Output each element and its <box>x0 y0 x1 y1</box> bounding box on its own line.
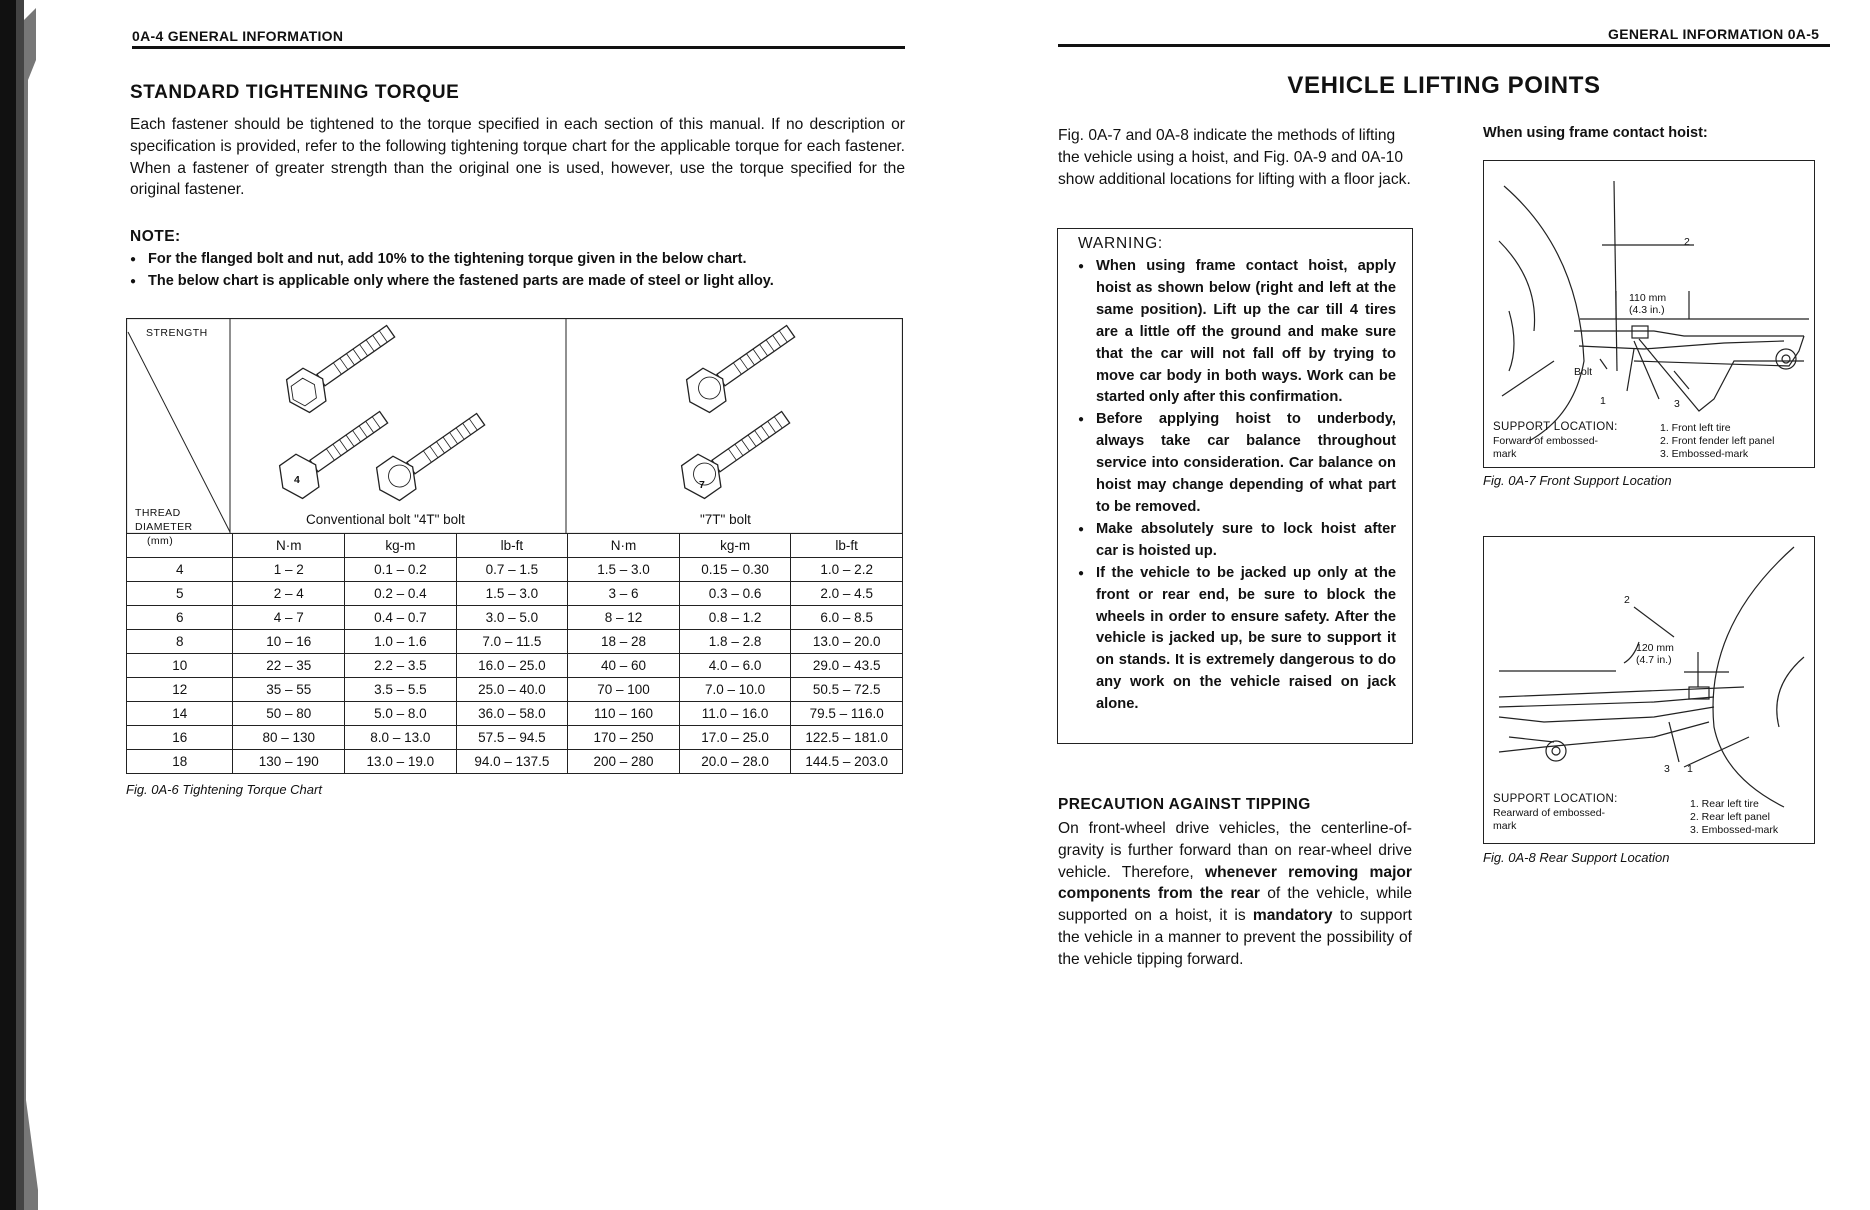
torque-cell: 13.0 – 20.0 <box>791 630 903 654</box>
torque-cell: 11.0 – 16.0 <box>679 702 791 726</box>
thread-diameter-cell: 14 <box>127 702 233 726</box>
torque-cell: 144.5 – 203.0 <box>791 750 903 774</box>
warning-item: ● Make absolutely sure to lock hoist after car is hoisted up. <box>1078 519 1396 563</box>
torque-cell: 8 – 12 <box>568 606 680 630</box>
torque-cell: 7.0 – 11.5 <box>456 630 568 654</box>
fig8-callout-1: 1 <box>1687 763 1693 775</box>
torque-cell: 4.0 – 6.0 <box>679 654 791 678</box>
thread-diameter-cell: 4 <box>127 558 233 582</box>
torque-cell: 50.5 – 72.5 <box>791 678 903 702</box>
group-7t-label: "7T" bolt <box>700 512 751 527</box>
torque-cell: 94.0 – 137.5 <box>456 750 568 774</box>
torque-cell: 5.0 – 8.0 <box>345 702 457 726</box>
torque-cell: 70 – 100 <box>568 678 680 702</box>
fig-front-support <box>1483 160 1815 468</box>
warning-box <box>1057 228 1413 744</box>
fig8-dimension: 120 mm (4.7 in.) <box>1636 642 1674 666</box>
warning-list <box>1078 256 1396 716</box>
torque-cell: 22 – 35 <box>233 654 345 678</box>
torque-cell: 0.1 – 0.2 <box>345 558 457 582</box>
fig7-callout-1: 1 <box>1600 395 1606 407</box>
torque-cell: 122.5 – 181.0 <box>791 726 903 750</box>
torque-cell: 8.0 – 13.0 <box>345 726 457 750</box>
fig-rear-support <box>1483 536 1815 844</box>
torque-cell: 2 – 4 <box>233 582 345 606</box>
table-row <box>127 582 903 606</box>
warning-item: ● Before applying hoist to underbody, always take car balance throughout service into consideration. Car balance on hoist may change depending of what part to be removed. <box>1078 409 1396 519</box>
torque-cell: 3.0 – 5.0 <box>456 606 568 630</box>
fig8-caption: Fig. 0A-8 Rear Support Location <box>1483 850 1670 865</box>
thread-diameter-cell: 12 <box>127 678 233 702</box>
torque-cell: 3.5 – 5.5 <box>345 678 457 702</box>
torque-cell: 0.8 – 1.2 <box>679 606 791 630</box>
bolt-7t-illustration <box>673 318 802 504</box>
thread-diameter-cell: 6 <box>127 606 233 630</box>
torque-cell: 79.5 – 116.0 <box>791 702 903 726</box>
bolt-mark-4: 4 <box>294 474 300 486</box>
torque-cell: 17.0 – 25.0 <box>679 726 791 750</box>
group-4t-label: Conventional bolt "4T" bolt <box>306 512 465 527</box>
torque-cell: 130 – 190 <box>233 750 345 774</box>
note-item: ● The below chart is applicable only where the fastened parts are made of steel or light alloy. <box>130 271 905 293</box>
torque-chart-caption: Fig. 0A-6 Tightening Torque Chart <box>126 782 322 797</box>
torque-cell: 170 – 250 <box>568 726 680 750</box>
torque-cell: 0.2 – 0.4 <box>345 582 457 606</box>
torque-cell: 13.0 – 19.0 <box>345 750 457 774</box>
torque-cell: 10 – 16 <box>233 630 345 654</box>
torque-cell: 1.8 – 2.8 <box>679 630 791 654</box>
torque-cell: 1.0 – 1.6 <box>345 630 457 654</box>
thread-diameter-cell: 8 <box>127 630 233 654</box>
torque-cell: 4 – 7 <box>233 606 345 630</box>
bolt-mark-7: 7 <box>699 479 705 491</box>
fig7-caption: Fig. 0A-7 Front Support Location <box>1483 473 1672 488</box>
table-row <box>127 678 903 702</box>
fig7-callout-3: 3 <box>1674 398 1680 410</box>
strength-label: STRENGTH <box>146 327 208 339</box>
fig7-callout-2: 2 <box>1684 236 1690 248</box>
torque-cell: 1.5 – 3.0 <box>568 558 680 582</box>
bolt-4t-illustration <box>271 318 492 506</box>
thread-diameter-cell: 16 <box>127 726 233 750</box>
torque-cell: 0.7 – 1.5 <box>456 558 568 582</box>
page-title-lifting: VEHICLE LIFTING POINTS <box>1287 72 1601 99</box>
warning-item: ● When using frame contact hoist, apply hoist as shown below (right and left at the same position). Lift up the car till 4 tires are a little off the ground and make sure that the car will not fall off by trying to move car body in both ways. Work can be started only after this confirmation. <box>1078 256 1396 409</box>
torque-cell: 36.0 – 58.0 <box>456 702 568 726</box>
table-row <box>127 726 903 750</box>
torque-rows <box>127 558 903 774</box>
fig8-callout-2: 2 <box>1624 594 1630 606</box>
torque-cell: 1.0 – 2.2 <box>791 558 903 582</box>
torque-cell: 20.0 – 28.0 <box>679 750 791 774</box>
torque-cell: 16.0 – 25.0 <box>456 654 568 678</box>
torque-cell: 50 – 80 <box>233 702 345 726</box>
torque-cell: 110 – 160 <box>568 702 680 726</box>
left-header-rule <box>132 46 905 49</box>
table-row <box>127 750 903 774</box>
fig8-callout-3: 3 <box>1664 763 1670 775</box>
fig8-legend: 1. Rear left tire 2. Rear left panel 3. Embossed-mark <box>1690 798 1779 836</box>
right-header-rule <box>1058 44 1830 47</box>
lifting-intro-paragraph: Fig. 0A-7 and 0A-8 indicate the methods of lifting the vehicle using a hoist, and Fig. 0A-9 and 0A-10 show additional locations for lifting with a floor jack. <box>1058 127 1411 188</box>
table-row <box>127 558 903 582</box>
torque-cell: 6.0 – 8.5 <box>791 606 903 630</box>
note-item: ● For the flanged bolt and nut, add 10% to the tightening torque given in the below chart. <box>130 249 905 271</box>
units-row: N·m kg-m lb-ft N·m kg-m lb-ft <box>127 534 903 558</box>
torque-cell: 0.4 – 0.7 <box>345 606 457 630</box>
torque-intro-paragraph: Each fastener should be tightened to the torque specified in each section of this manual. If no description or specification is provided, refer to the following tightening torque chart for the applicable torque for each fastener. When a fastener of greater strength than the original one is used, however, use the torque specified for the original fastener. <box>130 116 905 199</box>
fig8-support-location: SUPPORT LOCATION: Rearward of embossed- mark <box>1493 793 1618 832</box>
torque-chart-header <box>126 318 903 534</box>
torque-cell: 0.15 – 0.30 <box>679 558 791 582</box>
torque-cell: 200 – 280 <box>568 750 680 774</box>
warning-item: ● If the vehicle to be jacked up only at the front or rear end, be sure to block the wheels in order to ensure safety. After the vehicle is jacked up, be sure to support it on stands. It is extremely dangerous to do any work on the vehicle raised on jack alone. <box>1078 563 1396 716</box>
precaution-title: PRECAUTION AGAINST TIPPING <box>1058 796 1311 813</box>
fig7-bolt-label: Bolt <box>1574 366 1593 378</box>
fig7-legend: 1. Front left tire 2. Front fender left panel 3. Embossed-mark <box>1660 422 1775 460</box>
thread-diameter-cell: 18 <box>127 750 233 774</box>
torque-cell: 29.0 – 43.5 <box>791 654 903 678</box>
table-row <box>127 654 903 678</box>
fig7-support-location: SUPPORT LOCATION: Forward of embossed- mark <box>1493 421 1618 460</box>
torque-cell: 1 – 2 <box>233 558 345 582</box>
thread-diameter-cell: 5 <box>127 582 233 606</box>
note-title: NOTE: <box>130 228 181 245</box>
section-title-torque: STANDARD TIGHTENING TORQUE <box>130 82 460 103</box>
fig7-dimension: 110 mm (4.3 in.) <box>1629 292 1667 316</box>
thread-diameter-cell: 10 <box>127 654 233 678</box>
torque-cell: 40 – 60 <box>568 654 680 678</box>
torque-cell: 2.0 – 4.5 <box>791 582 903 606</box>
left-running-header: 0A-4 GENERAL INFORMATION <box>132 28 344 44</box>
torque-cell: 3 – 6 <box>568 582 680 606</box>
torque-cell: 80 – 130 <box>233 726 345 750</box>
torque-cell: 35 – 55 <box>233 678 345 702</box>
page-binding-edge <box>0 0 40 1210</box>
torque-cell: 25.0 – 40.0 <box>456 678 568 702</box>
torque-cell: 2.2 – 3.5 <box>345 654 457 678</box>
table-row <box>127 606 903 630</box>
table-row <box>127 702 903 726</box>
table-row <box>127 630 903 654</box>
torque-cell: 18 – 28 <box>568 630 680 654</box>
right-running-header: GENERAL INFORMATION 0A-5 <box>1608 26 1820 42</box>
torque-cell: 1.5 – 3.0 <box>456 582 568 606</box>
note-list <box>130 249 905 292</box>
torque-cell: 7.0 – 10.0 <box>679 678 791 702</box>
torque-cell: 57.5 – 94.5 <box>456 726 568 750</box>
frame-hoist-title: When using frame contact hoist: <box>1483 125 1708 141</box>
precaution-paragraph: On front-wheel drive vehicles, the centerline-of-gravity is further forward than on rear-wheel drive vehicle. Therefore, whenever removing major components from the rear of the vehicle, while supported on a hoist, it is mandatory to support the vehicle in a manner to prevent the possibility of the vehicle tipping forward. <box>1058 820 1412 968</box>
thread-diameter-label: THREAD DIAMETER (mm) <box>135 507 193 547</box>
torque-table <box>126 533 903 774</box>
warning-title: WARNING: <box>1078 235 1164 252</box>
torque-cell: 0.3 – 0.6 <box>679 582 791 606</box>
